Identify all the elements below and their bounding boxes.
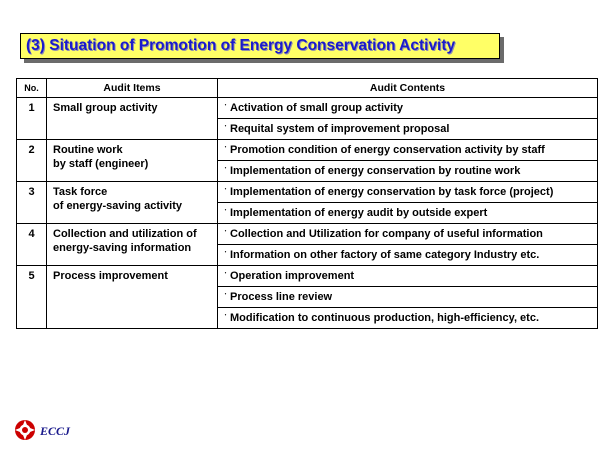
audit-content-text: Process line review <box>230 291 333 303</box>
row-number: 3 <box>17 182 47 224</box>
audit-content <box>218 245 598 266</box>
audit-content-text: Information on other factory of same category Industry etc. <box>230 249 540 261</box>
audit-content <box>218 224 598 245</box>
audit-item <box>47 224 218 266</box>
audit-content <box>218 140 598 161</box>
header-audit-contents: Audit Contents <box>218 79 598 98</box>
table-header-row <box>17 79 598 98</box>
bullet-icon: ˑ <box>224 164 227 174</box>
bullet-icon: ˑ <box>224 290 227 300</box>
audit-content-text: Operation improvement <box>230 270 355 282</box>
audit-table <box>16 78 598 329</box>
audit-item-line: Routine work <box>53 144 123 156</box>
audit-item-line: of energy-saving activity <box>53 200 182 212</box>
bullet-icon: ˑ <box>224 227 227 237</box>
header-audit-items: Audit Items <box>47 79 218 98</box>
audit-content <box>218 182 598 203</box>
bullet-icon: ˑ <box>224 311 227 321</box>
header-no: No. <box>17 79 47 98</box>
audit-content-text: Implementation of energy conservation by routine work <box>230 165 521 177</box>
audit-content-text: Collection and Utilization for company of useful information <box>230 228 543 240</box>
audit-item <box>47 266 218 329</box>
bullet-icon: ˑ <box>224 143 227 153</box>
table-row <box>17 266 598 287</box>
audit-content <box>218 161 598 182</box>
logo-text: ECCJ <box>40 424 71 438</box>
audit-content <box>218 98 598 119</box>
table-row <box>17 140 598 161</box>
audit-content-text: Modification to continuous production, high-efficiency, etc. <box>230 312 540 324</box>
row-number: 2 <box>17 140 47 182</box>
audit-item-line: Collection and utilization of <box>53 228 197 240</box>
audit-content-text: Implementation of energy audit by outside expert <box>230 207 488 219</box>
audit-content-text: Implementation of energy conservation by task force (project) <box>230 186 554 198</box>
audit-content <box>218 308 598 329</box>
row-number: 4 <box>17 224 47 266</box>
page-title: (3) Situation of Promotion of Energy Conservation Activity <box>26 37 456 54</box>
audit-content <box>218 287 598 308</box>
eccj-logo-icon <box>14 419 36 441</box>
bullet-icon: ˑ <box>224 185 227 195</box>
audit-content-text: Promotion condition of energy conservation activity by staff <box>230 144 545 156</box>
bullet-icon: ˑ <box>224 101 227 111</box>
audit-item-line: Process improvement <box>53 270 168 282</box>
audit-item-line: Task force <box>53 186 108 198</box>
bullet-icon: ˑ <box>224 248 227 258</box>
title-banner <box>20 33 500 59</box>
audit-item <box>47 98 218 140</box>
audit-item <box>47 140 218 182</box>
audit-content <box>218 266 598 287</box>
row-number: 5 <box>17 266 47 329</box>
table-row <box>17 182 598 203</box>
table-row <box>17 98 598 119</box>
audit-item-line: by staff (engineer) <box>53 158 149 170</box>
row-number: 1 <box>17 98 47 140</box>
bullet-icon: ˑ <box>224 269 227 279</box>
audit-item-line: Small group activity <box>53 102 158 114</box>
audit-content <box>218 119 598 140</box>
audit-item <box>47 182 218 224</box>
bullet-icon: ˑ <box>224 122 227 132</box>
table-row <box>17 224 598 245</box>
audit-content-text: Activation of small group activity <box>230 102 403 114</box>
audit-item-line: energy-saving information <box>53 242 192 254</box>
bullet-icon: ˑ <box>224 206 227 216</box>
audit-content <box>218 203 598 224</box>
audit-content-text: Requital system of improvement proposal <box>230 123 450 135</box>
